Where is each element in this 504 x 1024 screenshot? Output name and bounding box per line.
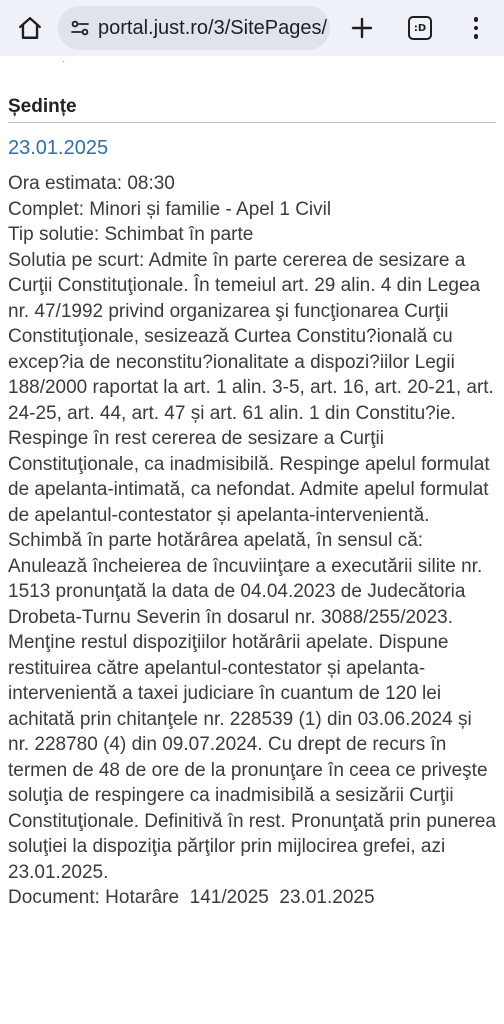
hearing-date[interactable]: 23.01.2025: [8, 137, 109, 159]
section-title: Ședințe: [8, 96, 77, 117]
hearing-details: [8, 171, 496, 911]
browser-toolbar: [0, 0, 504, 56]
more-vert-icon: [474, 17, 479, 22]
solution-type: Tip solutie: Schimbat în parte: [8, 224, 254, 245]
document-reference: Document: Hotarâre 141/2025 23.01.2025: [8, 887, 375, 908]
home-icon: [17, 15, 43, 41]
url-text[interactable]: portal.just.ro/3/SitePages/: [98, 16, 328, 39]
solution-summary: Solutia pe scurt: Admite în parte cererea de sesizare a Curţii Constituţionale. În temeiul art. 29 alin. 4 din Legea nr. 47/1992 privind organizarea şi funcţionarea Curţii Constituţionale, sesizează Curtea Constitu?ională cu excep?ia de neconstitu?ionalitate a dispozi?iilor Legii 188/2000 raportat la art. 1 alin. 3-5, art. 16, art. 20-21, art. 24-25, art. 44, art. 47 și art. 61 alin. 1 din Constitu?ie. Respinge în rest cererea de sesizare a Curţii Constituţionale, ca inadmisibilă. Respinge apelul formulat de apelanta-intimată, ca nefondat. Admite apelul formulat de apelantul-contestator și apelanta-intervenientă. Schimbă în parte hotărârea apelată, în sensul că: Anulează încheierea de încuviinţare a executării silite nr. 1513 pronunţată la data de 04.04.2023 de Judecătoria Drobeta-Turnu Severin în dosarul nr. 3088/255/2023. Menţine restul dispoziţiilor hotărârii apelate. Dispune restituirea către apelantul-contestator și apelanta-intervenientă a taxei judiciare în cuantum de 120 lei achitată prin chitanţele nr. 228539 (1) din 03.06.2024 și nr. 228780 (4) din 09.07.2024. Cu drept de recurs în termen de 48 de ore de la pronunţare în ceea ce priveşte soluţia de respingere ca inadmisibilă a sesizării Curţii Constituţionale. Definitivă în rest. Pronunţată prin punerea soluţiei la dispoziţia părţilor prin mijlocirea grefei, azi 23.01.2025.: [8, 249, 496, 883]
section-divider: [8, 122, 496, 123]
scroll-artifact: ·: [62, 56, 66, 67]
tab-switcher-button[interactable]: [404, 12, 436, 44]
site-settings-icon[interactable]: [70, 18, 90, 38]
home-button[interactable]: [12, 10, 48, 46]
panel: Complet: Minori și familie - Apel 1 Civil: [8, 198, 332, 220]
tab-count-badge: :D: [408, 16, 432, 40]
plus-icon: [351, 17, 373, 39]
new-tab-button[interactable]: [346, 12, 378, 44]
main-content: [8, 92, 496, 911]
address-bar[interactable]: [58, 6, 330, 50]
estimated-time: Ora estimata: 08:30: [8, 173, 175, 194]
browser-menu-button[interactable]: [462, 12, 490, 44]
